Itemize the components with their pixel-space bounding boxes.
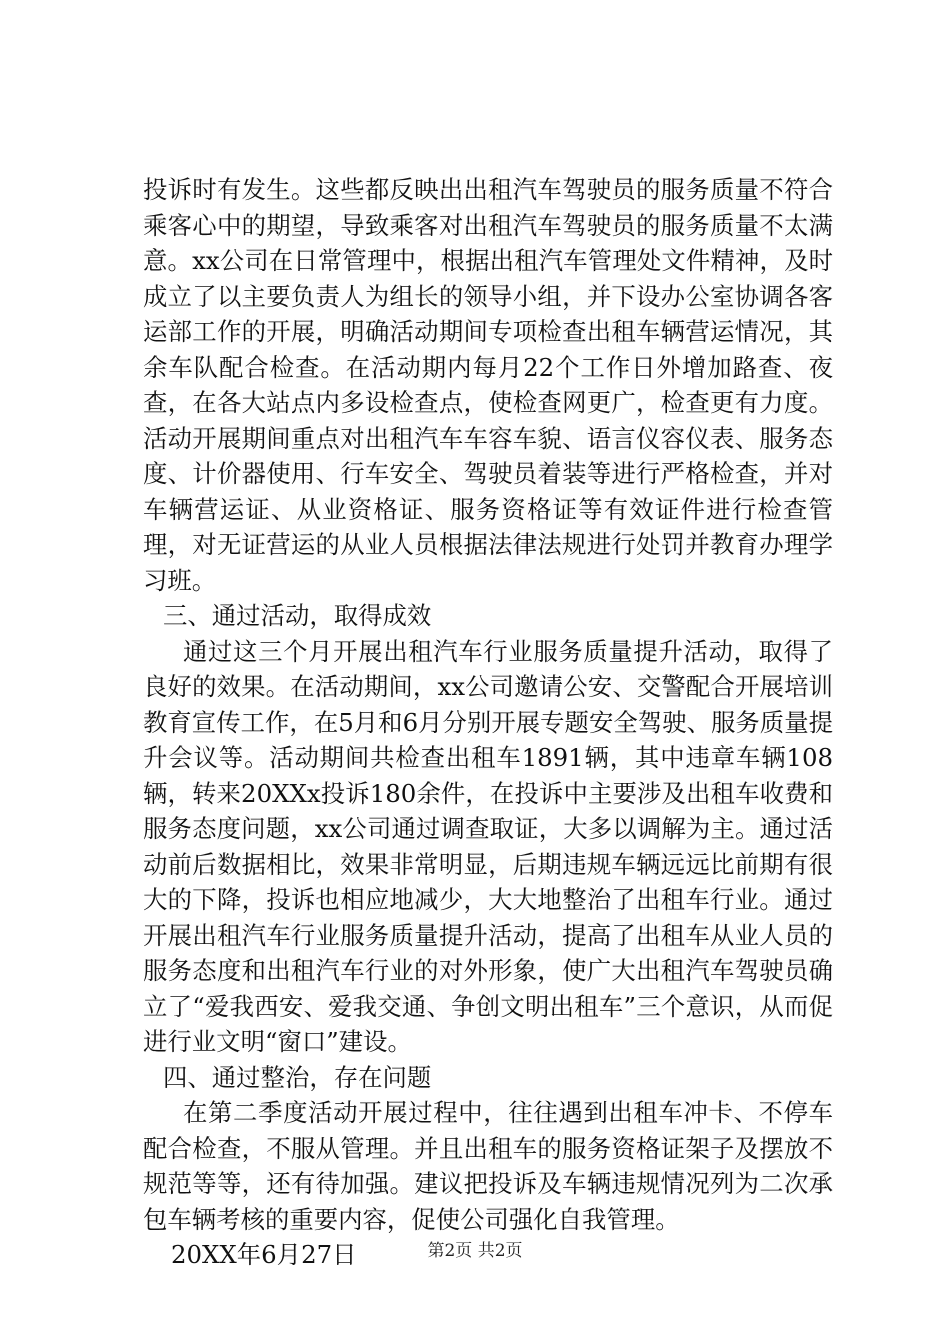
paragraph-results: 通过这三个月开展出租汽车行业服务质量提升活动，取得了良好的效果。在活动期间，xx公司邀请公安、交警配合开展培训教育宣传工作，在5月和6月分别开展专题安全驾驶、服务质量提升会议等。活动期间共检查出租车1891辆，其中违章车辆108辆，转来20XXx投诉180余件，在投诉中主要涉及出租车收费和服务态度问题，xx公司通过调查取证，大多以调解为主。通过活动前后数据相比，效果非常明显，后期违规车辆远远比前期有很大的下降，投诉也相应地减少，大大地整治了出租车行业。通过开展出租汽车行业服务质量提升活动，提高了出租车从业人员的服务态度和出租汽车行业的对外形象，使广大出租汽车驾驶员确立了“爱我西安、爱我交通、争创文明出租车”三个意识，从而促进行业文明“窗口”建设。 bbox=[143, 636, 833, 1056]
document-body bbox=[143, 172, 833, 1273]
paragraph-problems: 在第二季度活动开展过程中，往往遇到出租车冲卡、不停车配合检查，不服从管理。并且出租车的服务资格证架子及摆放不规范等等，还有待加强。建议把投诉及车辆违规情况列为二次承包车辆考核的重要内容，促使公司强化自我管理。 bbox=[143, 1098, 833, 1234]
page-footer: 第2页 共2页 bbox=[427, 1241, 523, 1261]
section-heading-problems: 四、通过整治，存在问题 bbox=[163, 1062, 432, 1092]
section-heading-results: 三、通过活动，取得成效 bbox=[163, 601, 432, 630]
document-date: 20XX年6月27日 bbox=[171, 1240, 357, 1269]
paragraph-inspection: 投诉时有发生。这些都反映出出租汽车驾驶员的服务质量不符合乘客心中的期望，导致乘客对出租汽车驾驶员的服务质量不太满意。xx公司在日常管理中，根据出租汽车管理处文件精神，及时成立了以主要负责人为组长的领导小组，并下设办公室协调各客运部工作的开展，明确活动期间专项检查出租车辆营运情况，其余车队配合检查。在活动期内每月22个工作日外增加路查、夜查，在各大站点内多设检查点，使检查网更广，检查更有力度。活动开展期间重点对出租汽车车容车貌、语言仪容仪表、服务态度、计价器使用、行车安全、驾驶员着装等进行严格检查，并对车辆营运证、从业资格证、服务资格证等有效证件进行检查管理，对无证营运的从业人员根据法律法规进行处罚并教育办理学习班。 bbox=[143, 175, 833, 595]
